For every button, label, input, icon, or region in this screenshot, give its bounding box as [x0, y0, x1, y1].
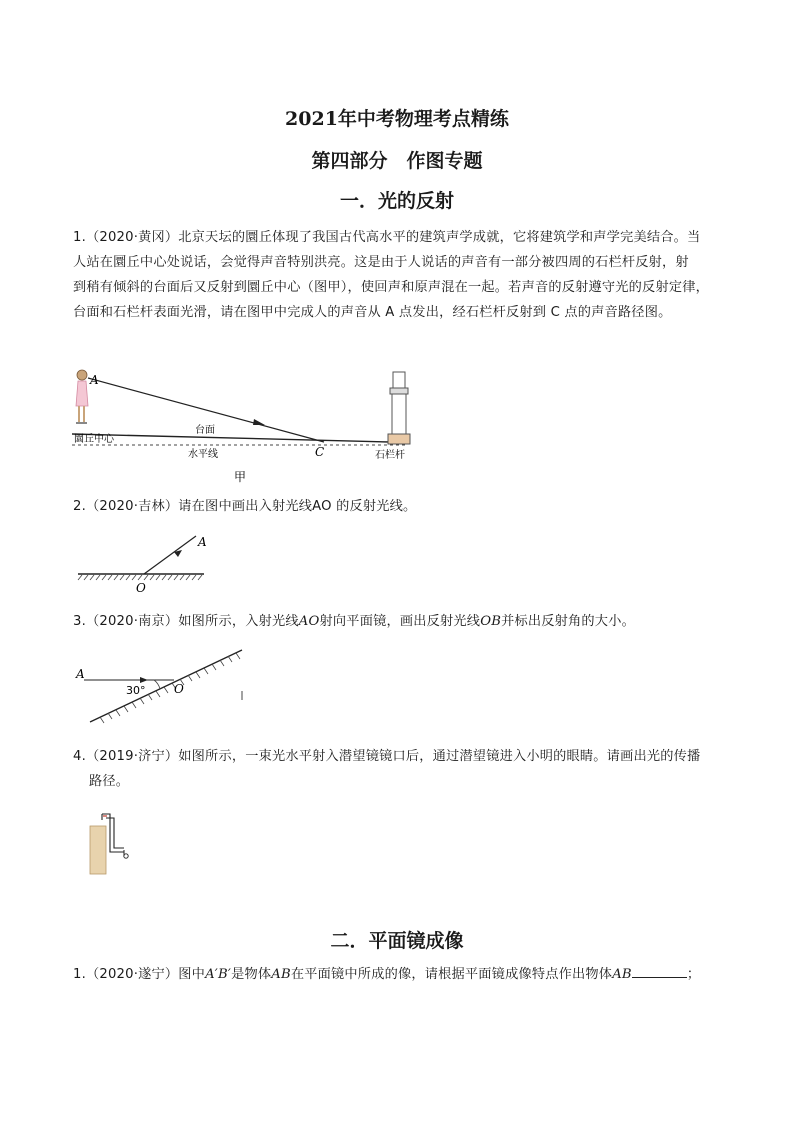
q1-line-3: 到稍有倾斜的台面后又反射到圜丘中心（图甲），使回声和原声混在一起。若声音的反射遵守光的反射定律，: [73, 280, 709, 295]
railing-label: 石栏杆: [375, 450, 405, 461]
point-a-label: A: [90, 373, 99, 387]
point-c-label: C: [315, 445, 325, 459]
person-figure: [76, 370, 88, 423]
figure-q2: [74, 530, 224, 596]
q3-ray-out: OB: [480, 614, 502, 629]
q2-point-o: O: [136, 581, 146, 595]
q3-point-o: O: [174, 682, 184, 696]
s2q1-suffix: ；: [686, 967, 701, 982]
sub-title: 第四部分 作图专题: [311, 150, 483, 172]
q4-line-2: 路径。: [89, 774, 130, 789]
main-title: 2021年中考物理考点精练: [285, 108, 509, 130]
q1-line-2: 人站在圜丘中心处说话，会觉得声音特别洪亮。这是由于人说话的声音有一部分被四周的石栏杆反射，射: [73, 255, 689, 270]
s2q1-prefix: 1.（2020·遂宁）图中: [73, 967, 206, 982]
figure-caption: 甲: [234, 470, 247, 484]
q3-ray-in: AO: [298, 614, 320, 629]
question-1-2: [73, 494, 723, 519]
q2-point-a: A: [198, 535, 207, 549]
section1-heading: 一．光的反射: [339, 190, 454, 212]
horizontal-label: 水平线: [188, 449, 218, 460]
question-2-1: [73, 962, 723, 987]
question-1-3: [73, 609, 723, 634]
s2q1-image-label: A′B′: [205, 967, 232, 982]
q3-prefix: 3.（2020·南京）如图所示，入射光线: [73, 614, 299, 629]
s2q1-mid1: 是物体: [231, 967, 272, 982]
platform-label: 台面: [195, 425, 215, 436]
figure-jia: [70, 362, 430, 484]
s2q1-object-label: AB: [271, 967, 291, 982]
question-1-4: [73, 744, 723, 794]
q3-suffix: 并标出反射角的大小。: [501, 614, 635, 629]
railing-figure: [388, 372, 410, 444]
center-label: 圜丘中心: [74, 434, 114, 445]
figure-q3: [70, 644, 260, 730]
q2-text: 2.（2020·吉林）请在图中画出入射光线AO 的反射光线。: [73, 499, 417, 514]
question-1-1: [73, 225, 723, 325]
q3-mid: 射向平面镜，画出反射光线: [319, 614, 481, 629]
q1-line-1: 1.（2020·黄冈）北京天坛的圜丘体现了我国古代高水平的建筑声学成就，它将建筑学和声学完美结合。当: [73, 230, 701, 245]
q3-angle: 30°: [126, 684, 146, 697]
q3-point-a: A: [76, 667, 85, 681]
figure-periscope: [88, 808, 138, 878]
s2q1-mid2: 在平面镜中所成的像，请根据平面镜成像特点作出物体: [290, 967, 613, 982]
q1-line-4: 台面和石栏杆表面光滑，请在图甲中完成人的声音从 A 点发出，经石栏杆反射到 C 点的声音路径图。: [73, 305, 672, 320]
s2q1-object-label-2: AB: [612, 967, 632, 982]
q4-line-1: 4.（2019·济宁）如图所示，一束光水平射入潜望镜镜口后，通过潜望镜进入小明的眼睛。请画出光的传播: [73, 749, 701, 764]
answer-blank: [632, 965, 687, 978]
section2-heading: 二．平面镜成像: [330, 930, 464, 952]
